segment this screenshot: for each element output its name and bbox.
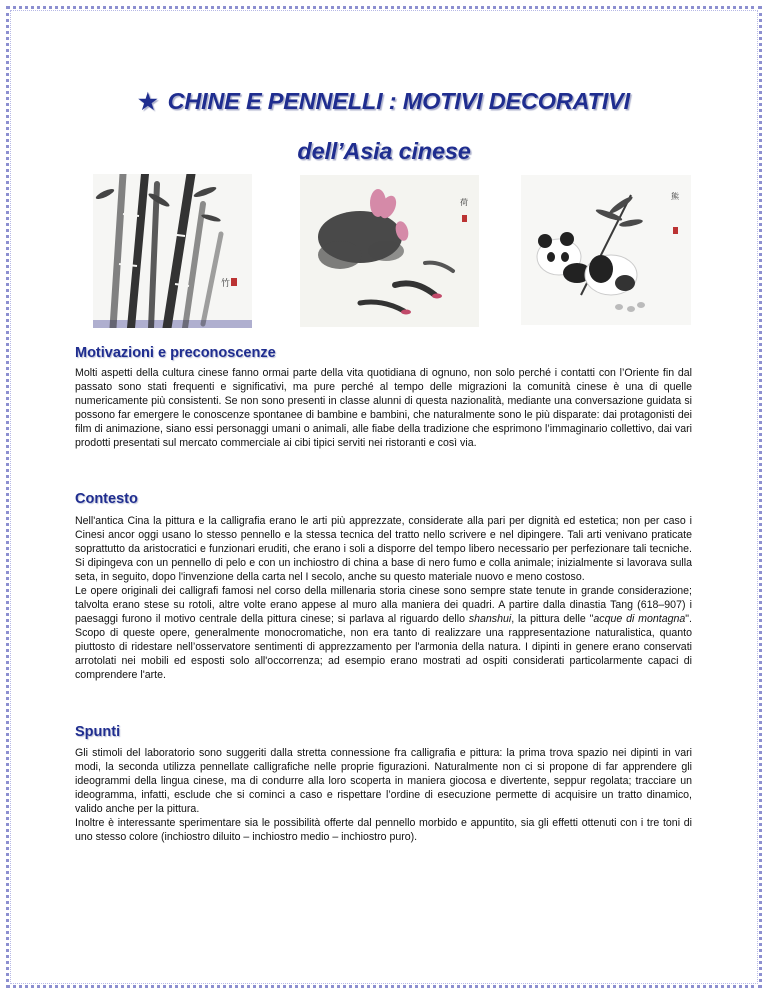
section-heading-contesto: Contesto: [75, 491, 138, 507]
bamboo-painting-icon: [93, 174, 252, 328]
svg-text:熊: 熊: [671, 192, 679, 201]
page-title-text: CHINE E PENNELLI : MOTIVI DECORATIVI: [167, 88, 630, 114]
contesto-p2-text-a: Le opere originali dei calligrafi famosi nel corso della millenaria storia cinese sono sempre state tenute in grande considerazione; talvolta erano stese su rotoli, altre volte erano appese al muro alla maniera dei quadri. A partire dalla dinastia Tang (618–907) i paesaggi furono il motivo centrale della pittura cinese; si parlava al riguardo dello: [75, 585, 692, 625]
svg-text:竹: 竹: [221, 279, 231, 289]
section-heading-motivazioni: Motivazioni e preconoscenze: [75, 345, 276, 361]
svg-text:荷: 荷: [460, 198, 468, 207]
section-heading-spunti: Spunti: [75, 724, 121, 740]
motivazioni-paragraph: Molti aspetti della cultura cinese fanno ormai parte della vita quotidiana di ognuno, non solo perché i contatti con l’Oriente fin dal passato sono stati frequenti e significativi, ma pure perché al tempo delle migrazioni la comunità cinese è una di quelle numericamente più consistenti. Se non sono presenti in classe alunni di questa nazionalità, mediante una conversazione guidata si possono far emergere le conoscenze spontanee di bambine e bambini, che naturalmente sono le più disparate: dai protagonisti dei film di animazione, siano essi personaggi umani o animali, alle fiabe della tradizione che esprimono l’immaginario collettivo, dai vari prodotti presentati sul mercato commerciale ai cibi tipici serviti nei ristoranti e così via.: [75, 367, 692, 449]
contesto-p2-text-c: ". Scopo di queste opere, generalmente monocromatiche, non era tanto di realizzare una rappresentazione naturalistica, quanto piuttosto di ridestare nell’osservatore sentimenti di apprezzamento per l'armonia della natura. I dipinti in genere erano conservati arrotolati nei mobili ed esposti solo all'occorrenza; ad esempio erano mostrati ad ospiti considerati particolarmente capaci di comprendere l'arte.: [75, 613, 692, 681]
lotus-fish-painting-icon: [300, 175, 479, 327]
section-body-motivazioni: [75, 366, 692, 450]
page-title-line1: [0, 88, 768, 115]
star-icon: ★: [138, 89, 158, 114]
section-body-contesto: [75, 514, 692, 682]
spunti-paragraph-2: Inoltre è interessante sperimentare sia le possibilità offerte dal pennello morbido e appuntito, sia gli effetti ottenuti con i tre toni di uno stesso colore (inchiostro diluito – inchiostro medio – inchiostro puro).: [75, 817, 692, 843]
contesto-p2-shanshui: shanshui: [468, 613, 512, 625]
spunti-paragraph-1: Gli stimoli del laboratorio sono suggeriti dalla stretta connessione fra calligrafia e pittura: la prima trova spazio nei dipinti in vari modi, la seconda utilizza pennellate calligrafiche nelle proprie figurazioni. Naturalmente non ci si propone di far apprendere gli ideogrammi della lingua cinese, ma di condurre alla loro scoperta in maniera giocosa e divertente, seppur regolata; tracciare un ideogramma, infatti, esclude che si cominci a caso e rispettare l’ordine di esecuzione permette di acquisire un tratto dinamico, valido anche per la pittura.: [75, 747, 692, 815]
contesto-p2-acque: acque di montagna: [593, 613, 686, 625]
contesto-paragraph-1: Nell'antica Cina la pittura e la calligrafia erano le arti più apprezzate, considerate alla pari per dignità ed estetica; non per caso i Cinesi ancor oggi usano lo stesso pennello e la stessa tecnica del tratto nello scrivere e nel dipingere. Tali arti venivano praticate soprattutto da aristocratici e funzionari eruditi, che erano i soli a disporre del tempo libero necessario per perfezionare tali tecniche. Si dipingeva con un pennello di pelo e con un inchiostro di china a base di nero fumo e colla animale; inizialmente si lavorava sulla seta, in seguito, dopo l'invenzione della carta nel I secolo, anche su questo materiale nuovo e meno costoso.: [75, 515, 692, 583]
contesto-paragraph-2: [75, 584, 692, 682]
panda-bamboo-painting-icon: [521, 175, 691, 325]
section-body-spunti: [75, 746, 692, 844]
contesto-p2-text-b: , la pittura delle ": [511, 613, 594, 625]
page-title-line2: dell’Asia cinese: [297, 138, 471, 164]
